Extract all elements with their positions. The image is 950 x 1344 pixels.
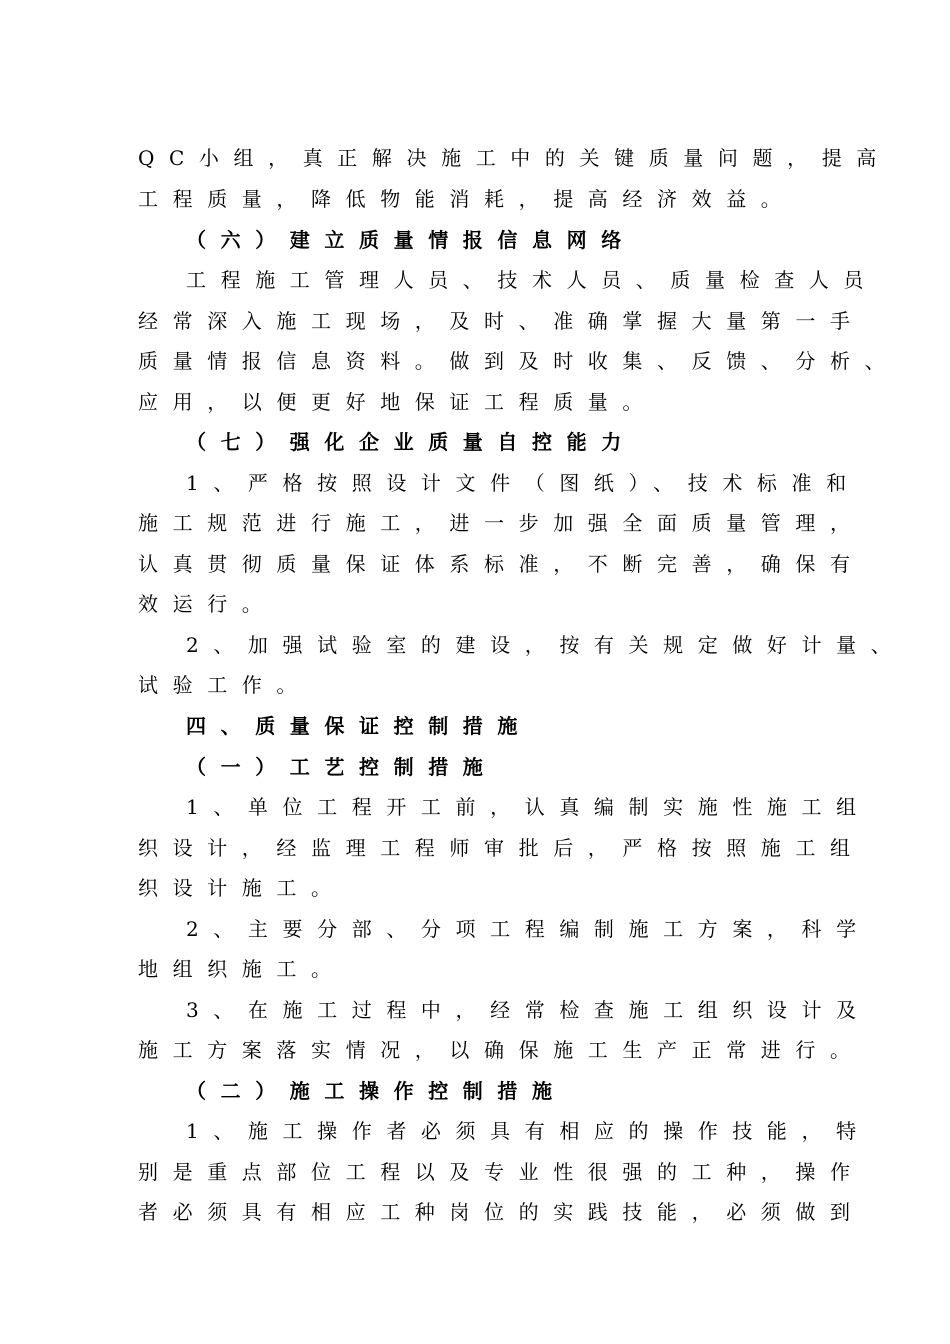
body-text-line: 试验工作。 — [138, 673, 311, 697]
body-text-line: 1、严格按照设计文件（图纸）、技术标准和 — [186, 471, 861, 495]
section-heading: （一）工艺控制措施 — [186, 755, 498, 779]
body-text-line: 工程质量，降低物能消耗，提高经济效益。 — [138, 187, 796, 211]
body-text-line: 1、施工操作者必须具有相应的操作技能，特 — [186, 1119, 871, 1143]
body-text-line: 1、单位工程开工前，认真编制实施性施工组 — [186, 795, 871, 819]
body-text-line: QC小组，真正解决施工中的关键质量问题，提高 — [138, 146, 891, 170]
body-text-line: 织设计，经监理工程师审批后，严格按照施工组 — [138, 836, 865, 860]
body-text-line: 经常深入施工现场，及时、准确掌握大量第一手 — [138, 309, 865, 333]
body-text-line: 应用，以便更好地保证工程质量。 — [138, 390, 657, 414]
body-text-line: 2、加强试验室的建设，按有关规定做好计量、 — [186, 633, 906, 657]
body-text-line: 3、在施工过程中，经常检查施工组织设计及 — [186, 998, 871, 1022]
section-heading: （二）施工操作控制措施 — [186, 1079, 567, 1103]
chapter-heading: 四、质量保证控制措施 — [186, 714, 532, 738]
body-text-line: 别是重点部位工程以及专业性很强的工种，操作 — [138, 1160, 865, 1184]
body-text-line: 效运行。 — [138, 592, 277, 616]
section-heading: （七）强化企业质量自控能力 — [186, 430, 636, 454]
section-heading: （六）建立质量情报信息网络 — [186, 228, 636, 252]
body-text-line: 地组织施工。 — [138, 957, 346, 981]
body-text-line: 认真贯彻质量保证体系标准，不断完善，确保有 — [138, 552, 865, 576]
body-text-line: 施工方案落实情况，以确保施工生产正常进行。 — [138, 1038, 865, 1062]
body-text-line: 施工规范进行施工，进一步加强全面质量管理， — [138, 511, 865, 535]
body-text-line: 者必须具有相应工种岗位的实践技能，必须做到 — [138, 1200, 865, 1224]
body-text-line: 工程施工管理人员、技术人员、质量检查人员 — [186, 268, 878, 292]
body-text-line: 质量情报信息资料。做到及时收集、反馈、分析、 — [138, 349, 900, 373]
body-text-line: 2、主要分部、分项工程编制施工方案，科学 — [186, 917, 871, 941]
body-text-line: 织设计施工。 — [138, 876, 346, 900]
